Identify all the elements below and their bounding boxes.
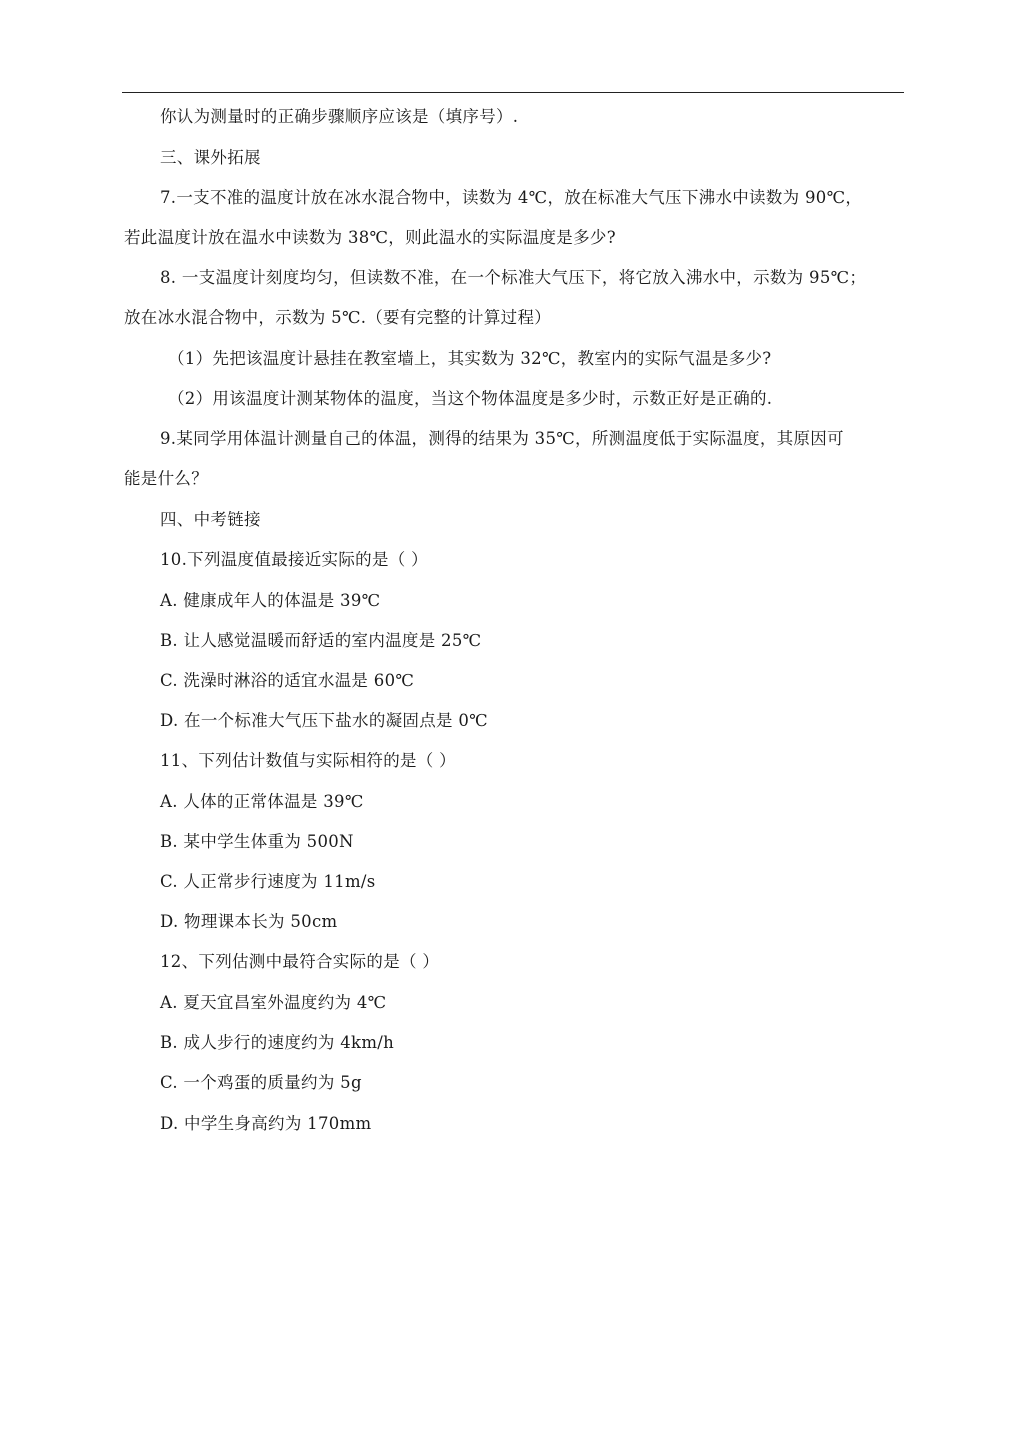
question-8-line-2: 放在冰水混合物中，示数为 5℃.（要有完整的计算过程）	[124, 308, 552, 327]
question-7-line-2: 若此温度计放在温水中读数为 38℃，则此温水的实际温度是多少?	[124, 228, 616, 247]
question-11-option-b: B. 某中学生体重为 500N	[160, 832, 354, 851]
section-heading-extension: 三、课外拓展	[160, 148, 261, 167]
question-8-part-2: （2）用该温度计测某物体的温度，当这个物体温度是多少时，示数正好是正确的.	[168, 389, 773, 408]
text-line-step-order: 你认为测量时的正确步骤顺序应该是（填序号）.	[160, 107, 519, 126]
question-12-option-c: C. 一个鸡蛋的质量约为 5g	[160, 1073, 362, 1092]
question-7-line-1: 7.一支不准的温度计放在冰水混合物中，读数为 4℃，放在标准大气压下沸水中读数为 90℃，	[160, 188, 863, 207]
question-12: 12、下列估测中最符合实际的是（ ）	[160, 952, 440, 971]
question-12-option-b: B. 成人步行的速度约为 4km/h	[160, 1033, 395, 1052]
question-10-option-b: B. 让人感觉温暖而舒适的室内温度是 25℃	[160, 631, 482, 650]
question-11-option-a: A. 人体的正常体温是 39℃	[160, 792, 364, 811]
question-10: 10.下列温度值最接近实际的是（ ）	[160, 550, 428, 569]
question-11-option-c: C. 人正常步行速度为 11m/s	[160, 872, 376, 891]
question-12-option-a: A. 夏天宜昌室外温度约为 4℃	[160, 993, 387, 1012]
question-9-line-2: 能是什么？	[124, 469, 208, 488]
question-10-option-c: C. 洗澡时淋浴的适宜水温是 60℃	[160, 671, 415, 690]
question-8-part-1: （1）先把该温度计悬挂在教室墙上，其实数为 32℃，教室内的实际气温是多少?	[168, 349, 772, 368]
question-12-option-d: D. 中学生身高约为 170mm	[160, 1114, 372, 1133]
question-11-option-d: D. 物理课本长为 50cm	[160, 912, 338, 931]
question-10-option-d: D. 在一个标准大气压下盐水的凝固点是 0℃	[160, 711, 488, 730]
question-10-option-a: A. 健康成年人的体温是 39℃	[160, 591, 381, 610]
question-9-line-1: 9.某同学用体温计测量自己的体温，测得的结果为 35℃，所测温度低于实际温度，其原因可	[160, 429, 844, 448]
question-11: 11、下列估计数值与实际相符的是（ ）	[160, 751, 456, 770]
section-heading-exam-link: 四、中考链接	[160, 510, 261, 529]
question-8-line-1: 8. 一支温度计刻度均匀，但读数不准，在一个标准大气压下，将它放入沸水中，示数为 95℃；	[160, 268, 867, 287]
header-rule	[122, 92, 904, 93]
